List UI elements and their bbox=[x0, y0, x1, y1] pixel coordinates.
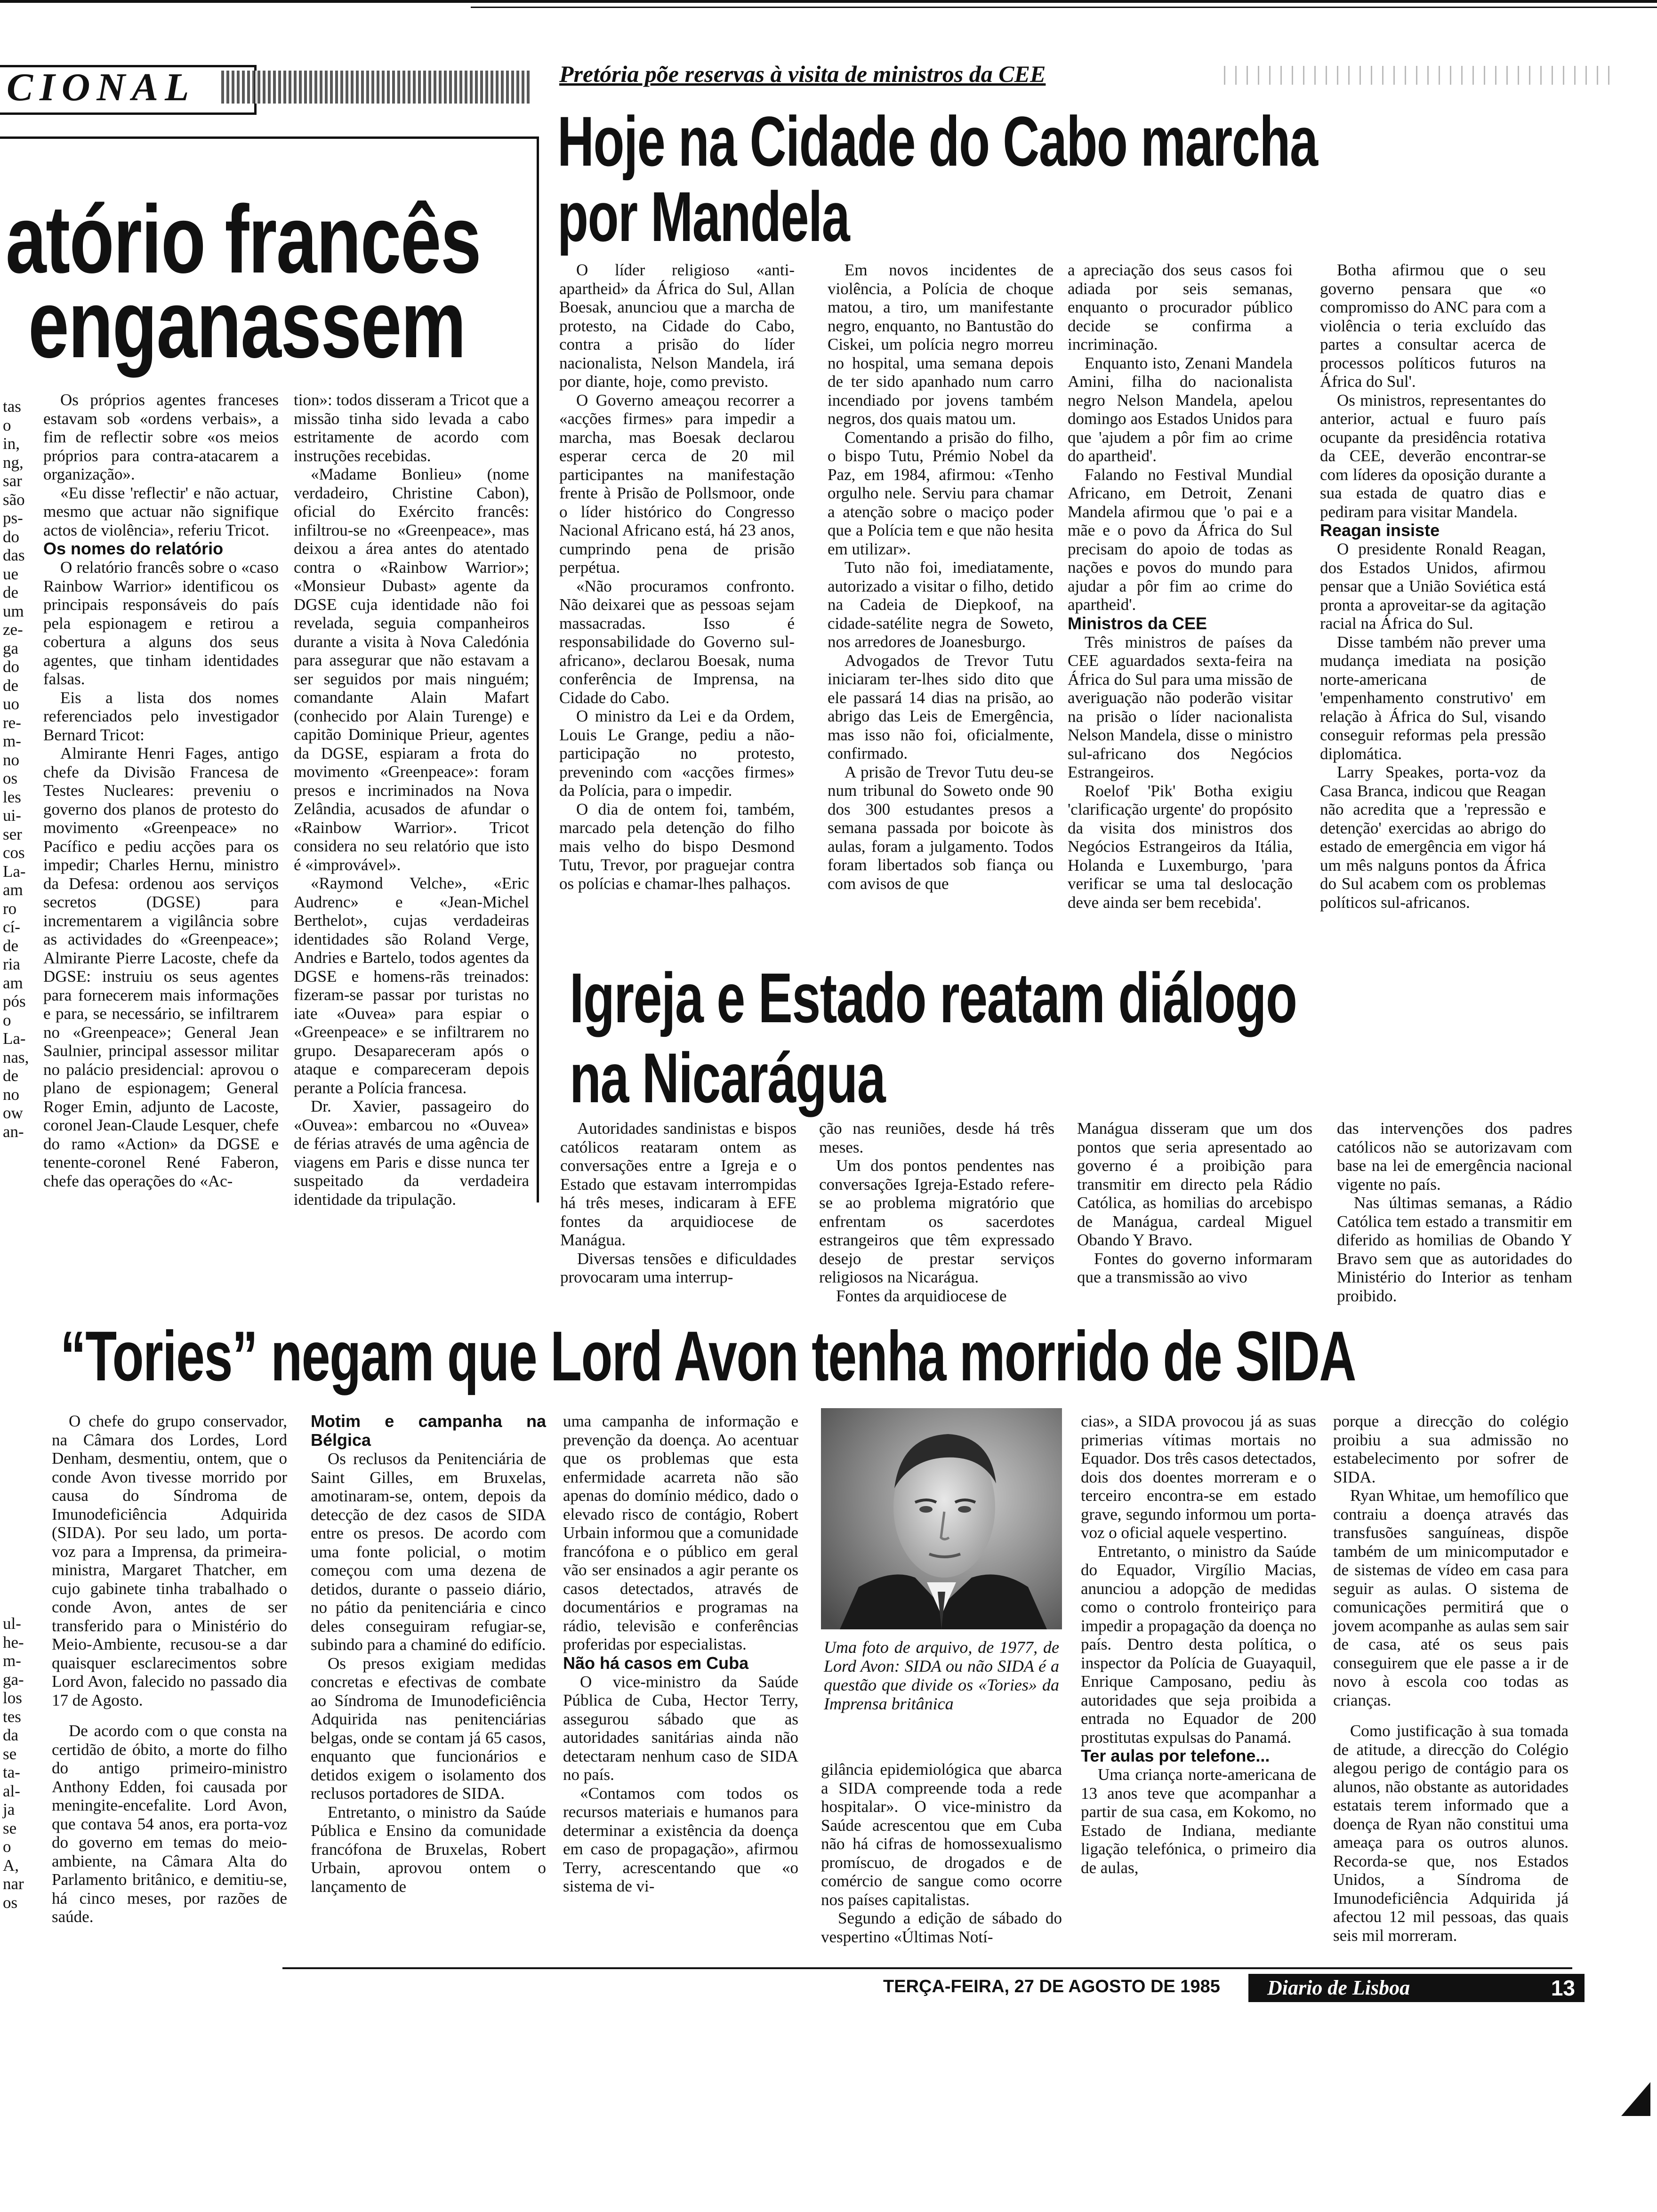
paragraph: A prisão de Trevor Tutu deu-se num tribunal do Soweto onde 90 dos 300 estudantes presos a semana passada por boicote às aulas, foram a julgamento. Todos foram libertados sob fiança ou com avisos de que bbox=[828, 762, 1054, 893]
cropped-text-fragment: nas, bbox=[3, 1048, 29, 1066]
cropped-text-fragment: de bbox=[3, 1066, 19, 1085]
left-article-col1 bbox=[43, 391, 279, 1190]
paragraph: «Raymond Velche», «Eric Audrenc» e «Jean-Michel Berthelot», cujas verdadeiras identidades são Roland Verge, Andries e Bartelo, todos agentes da DGSE e homens-rãs treinados: fizeram-se passar por turistas no iate «Ouvea» para espiar o «Greenpeace» e se infiltrarem no grupo. Desapareceram após o ataque e compareceram depois perante a Polícia francesa. bbox=[294, 874, 529, 1097]
paragraph: O presidente Ronald Reagan, dos Estados Unidos, afirmou pensar que a União Soviética está pronta a aproveitar-se da agitação racial na África do Sul. bbox=[1320, 540, 1546, 633]
cropped-text-fragment: La- bbox=[3, 862, 26, 881]
paragraph: «Não procuramos confronto. Não deixarei que as pessoas sejam massacradas. Isso é responsabilidade do Governo sul-africano», declarou Boesak, numa conferência de Imprensa, na Cidade do Cabo. bbox=[559, 577, 795, 707]
cropped-text-fragment: ow bbox=[3, 1104, 23, 1122]
paragraph: Os reclusos da Penitenciária de Saint Gilles, em Bruxelas, amotinaram-se, ontem, depois da detecção de dez casos de SIDA entre os presos. De acordo com uma fonte policial, o motim começou com uma dezena de detidos, durante o passeio diário, no pátio da penitenciária e cinco deles conseguiram refugiar-se, subindo para a chaminé do edifício. bbox=[311, 1450, 546, 1654]
paragraph: Como justificação à sua tomada de atitude, a direcção do Colégio alegou perigo de contágio para os alunos, não obstante as autoridades estatais terem informado que a doença de Ryan não constitui uma ameaça para os outros alunos. Recorda-se que, nos Estados Unidos, a Síndroma de Imunodeficiência Adquirida já afectou 12 mil pessoas, das quais seis mil morreram. bbox=[1333, 1722, 1569, 1945]
paragraph: O relatório francês sobre o «caso Rainbow Warrior» identificou os principais responsáveis do país pela espionagem e retirou a cobertura a alguns dos seus agentes, que tinham identidades falsas. bbox=[43, 558, 279, 688]
paragraph: Os próprios agentes franceses estavam sob «ordens verbais», a fim de reflectir sobre «os meios próprios para contra-atacarem a organização». bbox=[43, 391, 279, 483]
cropped-text-fragment: os bbox=[3, 769, 18, 787]
paragraph: Larry Speakes, porta-voz da Casa Branca, indicou que Reagan não acredita que a 'repressão e detenção' exercidas ao abrigo do estado de emergência em vigor há um mês nalguns pontos da África do Sul acabem com os problemas políticos sul-africanos. bbox=[1320, 763, 1546, 912]
paragraph: Botha afirmou que o seu governo pensara que «o compromisso do ANC para com a violência o teria excluído das partes a consultar acerca de processos políticos futuros na África do Sul'. bbox=[1320, 261, 1546, 391]
cropped-text-fragment: no bbox=[3, 750, 19, 769]
mandela-headline-line1: Hoje na Cidade do Cabo marcha bbox=[557, 102, 1318, 181]
cropped-text-fragment: cí- bbox=[3, 918, 20, 936]
paragraph: ção nas reuniões, desde há três meses. bbox=[819, 1119, 1054, 1156]
nicaragua-headline-line2: na Nicarágua bbox=[570, 1038, 885, 1117]
cropped-text-fragment: um bbox=[3, 601, 24, 620]
portrait-illustration bbox=[821, 1408, 1062, 1629]
paragraph: porque a direcção do colégio proibiu a sua admissão no estabelecimento por sofrer de SIDA. bbox=[1333, 1412, 1569, 1486]
cropped-text-fragment: se bbox=[3, 1744, 17, 1763]
sida-col5 bbox=[1081, 1412, 1316, 1877]
cropped-text-fragment: ga- bbox=[3, 1670, 24, 1689]
paragraph: Roelof 'Pik' Botha exigiu 'clarificação urgente' do propósito da visita dos ministros dos Negócios Estrangeiros da Itália, Holanda e Luxemburgo, 'para verificar se uma tal deslocação deve ainda ser bem recebida'. bbox=[1068, 781, 1293, 912]
paragraph: Eis a lista dos nomes referenciados pelo investigador Bernard Tricot: bbox=[43, 688, 279, 744]
paragraph: «Madame Bonlieu» (nome verdadeiro, Christine Cabon), oficial do Exército francês: infiltrou-se no «Greenpeace», mas deixou a área antes do atentado contra o «Rainbow Warrior»; «Monsieur Dubast» agente da DGSE cuja identidade não foi revelada, seguia companheiros durante a visita à Nova Caledónia para assegurar que não estavam a ser seguidos por mais ninguém; comandante Alain Mafart (conhecido por Alain Turenge) e capitão Dominique Prieur, agentes da DGSE, espiaram a frota do movimento «Greenpeace»: foram presos e incriminados na Nova Zelândia, acusados de afundar o «Rainbow Warrior». Tricot considera no seu relatório que isto é «improvável». bbox=[294, 465, 529, 874]
paragraph: O dia de ontem foi, também, marcado pela detenção do filho mais velho do bispo Desmond Tutu, Trevor, por praguejar contra os polícias e chamar-lhes palhaços. bbox=[559, 800, 795, 893]
cropped-text-fragment: cos bbox=[3, 843, 25, 862]
left-headline-line2: enganassem bbox=[28, 270, 466, 378]
cropped-text-fragment: les bbox=[3, 787, 21, 806]
cropped-text-fragment: ui- bbox=[3, 806, 21, 825]
nicaragua-col1 bbox=[560, 1119, 796, 1287]
cropped-text-fragment: ja bbox=[3, 1800, 15, 1819]
left-headline-line1: atório francês bbox=[6, 185, 481, 293]
paragraph: Dr. Xavier, passageiro do «Ouvea»: embarcou no «Ouvea» de férias através de uma agência de viagens em Paris e disse nunca ter suspeitado da verdadeira identidade da tripulação. bbox=[294, 1097, 529, 1209]
paragraph: «Eu disse 'reflectir' e não actuar, mesmo que actuar não signifique actos de violência», referiu Tricot. bbox=[43, 483, 279, 539]
paragraph: Falando no Festival Mundial Africano, em Detroit, Zenani Mandela afirmou que 'o pai e a mãe e o povo da África do Sul precisam do apoio de todas as nações e povos do mundo para ajudar a pôr fim ao crime do apartheid'. bbox=[1068, 465, 1293, 614]
footer-date: TERÇA-FEIRA, 27 DE AGOSTO DE 1985 bbox=[883, 1977, 1220, 1996]
subheading: Ter aulas por telefone... bbox=[1081, 1746, 1270, 1765]
paragraph: uma campanha de informação e prevenção da doença. Ao acentuar que os problemas que esta enfermidade acarreta não são apenas do domínio médico, dado o elevado risco de contágio, Robert Urbain informou que a comunidade francófona e o público em geral vão ser ensinados a agir perante os casos detectados, através de documentários e programas na rádio, televisão e conferências proferidas por especialistas. bbox=[563, 1412, 798, 1653]
subheading: Não há casos em Cuba bbox=[563, 1653, 749, 1673]
paragraph: O ministro da Lei e da Ordem, Louis Le Grange, pediu a não-participação no protesto, prevenindo com «acções firmes» da Polícia, para o impedir. bbox=[559, 707, 795, 800]
paragraph: Manágua disseram que um dos pontos que seria apresentado ao governo é a proibição para transmitir em directo pela Rádio Católica, as homilias do arcebispo de Manágua, cardeal Miguel Obando Y Bravo. bbox=[1077, 1119, 1312, 1249]
sida-col2 bbox=[311, 1412, 546, 1896]
paragraph: Fontes da arquidiocese de bbox=[836, 1286, 1007, 1305]
cropped-text-fragment: ue bbox=[3, 564, 19, 583]
mandela-kicker: Pretória põe reservas à visita de ministros da CEE bbox=[559, 61, 1046, 87]
cropped-text-fragment: tes bbox=[3, 1707, 21, 1726]
cropped-text-fragment: do bbox=[3, 527, 19, 546]
cropped-text-fragment: ro bbox=[3, 899, 17, 918]
cropped-text-fragment: o bbox=[3, 1010, 11, 1029]
cropped-text-fragment: m- bbox=[3, 1651, 21, 1670]
subheading: Ministros da CEE bbox=[1068, 613, 1207, 633]
lord-avon-photo bbox=[821, 1408, 1062, 1629]
cropped-text-fragment: no bbox=[3, 1085, 19, 1104]
section-label: CIONAL bbox=[7, 65, 196, 109]
sida-col1 bbox=[52, 1412, 287, 1926]
cropped-text-fragment: nar bbox=[3, 1875, 24, 1893]
cropped-text-fragment: de bbox=[3, 583, 19, 601]
masthead-logo: Diario de Lisboa bbox=[1248, 1974, 1550, 2002]
paragraph: Um dos pontos pendentes nas conversações Igreja-Estado refere-se ao problema migratório que enfrentam os sacerdotes estrangeiros que têm expressado desejo de prestar serviços religiosos na Nicarágua. bbox=[819, 1156, 1054, 1286]
subheading: Motim e campanha na Bélgica bbox=[311, 1411, 546, 1450]
scan-corner-mark bbox=[1619, 2080, 1652, 2118]
photo-caption: Uma foto de arquivo, de 1977, de Lord Avon: SIDA ou não SIDA é a questão que divide os «Tories» da Imprensa britânica bbox=[824, 1638, 1059, 1713]
cropped-text-fragment: A, bbox=[3, 1856, 19, 1875]
mandela-headline-line2: por Mandela bbox=[557, 177, 850, 256]
paragraph: Entretanto, o ministro da Saúde Pública e Ensino da comunidade francófona de Bruxelas, Robert Urbain, aprovou ontem o lançamento de bbox=[311, 1803, 546, 1896]
cropped-text-fragment: pós bbox=[3, 992, 26, 1010]
left-article-col2 bbox=[294, 391, 529, 1209]
paragraph: Entretanto, o ministro da Saúde do Equador, Virgílio Macias, anunciou a adopção de medidas como o controlo fronteiriço para impedir a propagação da doença no país. Dentro desta política, o inspector da Polícia de Guayaquil, Enrique Camposano, pediu às autoridades que seja proibida a entrada no Equador de 200 prostitutas expulsas do Panamá. bbox=[1081, 1542, 1316, 1747]
paragraph: O Governo ameaçou recorrer a «acções firmes» para impedir a marcha, mas Boesak declarou esperar cerca de 20 mil participantes na manifestação frente à Prisão de Pollsmoor, onde o líder histórico do Congresso Nacional Africano está, há 23 anos, cumprindo pena de prisão perpétua. bbox=[559, 391, 795, 577]
cropped-text-fragment: an- bbox=[3, 1122, 24, 1141]
cropped-text-fragment: os bbox=[3, 1893, 18, 1912]
paragraph: De acordo com o que consta na certidão de óbito, a morte do filho do antigo primeiro-ministro Anthony Edden, foi causada por meningite-encefalite. Lord Avon, que contava 54 anos, era porta-voz do governo em temas do meio-ambiente, na Câmara Alta do Parlamento britânico, e demitiu-se, há cinco meses, por razões de saúde. bbox=[52, 1722, 287, 1926]
mandela-col4 bbox=[1320, 261, 1546, 912]
sida-headline: “Tories” negam que Lord Avon tenha morrido de SIDA bbox=[60, 1316, 1356, 1395]
cropped-text-fragment: ng, bbox=[3, 453, 24, 472]
cropped-text-fragment: ser bbox=[3, 825, 22, 843]
cropped-text-fragment: ta- bbox=[3, 1763, 20, 1781]
sida-edge-fragments bbox=[3, 1614, 36, 1912]
cropped-text-fragment: los bbox=[3, 1689, 22, 1707]
cropped-text-fragment: in, bbox=[3, 434, 20, 453]
paragraph: a apreciação dos seus casos foi adiada por seis semanas, enquanto o procurador público decide se confirma a incriminação. bbox=[1068, 261, 1293, 353]
cropped-text-fragment: o bbox=[3, 1837, 11, 1856]
top-border-line bbox=[0, 0, 1657, 3]
paragraph: «Contamos com todos os recursos materiais e humanos para determinar a existência da doença em caso de propagação», afirmou Terry, acrescentando que «o sistema de vi- bbox=[563, 1784, 798, 1895]
left-edge-fragments bbox=[3, 397, 36, 1141]
cropped-text-fragment: de bbox=[3, 936, 19, 955]
cropped-text-fragment: de bbox=[3, 676, 19, 695]
cropped-text-fragment: La- bbox=[3, 1029, 26, 1048]
cropped-text-fragment: uo bbox=[3, 695, 19, 713]
paragraph: O líder religioso «anti-apartheid» da África do Sul, Allan Boesak, anunciou que a marcha de protesto, na Cidade do Cabo, contra a prisão do líder nacionalista, Nelson Mandela, irá por diante, hoje, como previsto. bbox=[559, 261, 795, 391]
subheading: Os nomes do relatório bbox=[43, 539, 224, 558]
footer-rule bbox=[282, 1967, 1572, 1969]
paragraph: Comentando a prisão do filho, o bispo Tutu, Prémio Nobel da Paz, em 1984, afirmou: «Tenho orgulho nele. Serviu para chamar a atenção sobre o maciço poder que a Polícia tem e que não hesita em utilizar». bbox=[828, 428, 1054, 558]
paragraph: Enquanto isto, Zenani Mandela Amini, filha do nacionalista negro Nelson Mandela, apelou domingo aos Estados Unidos para que 'ajudem a pôr fim ao crime do apartheid'. bbox=[1068, 353, 1293, 465]
cropped-text-fragment: he- bbox=[3, 1633, 24, 1651]
paragraph: tion»: todos disseram a Tricot que a missão tinha sido levada a cabo estritamente de acordo com instruções recebidas. bbox=[294, 391, 529, 465]
mandela-col3 bbox=[1068, 261, 1293, 912]
section-label-texture bbox=[221, 71, 532, 104]
paragraph: das intervenções dos padres católicos não se autorizavam com base na lei de emergência nacional vigente no país. bbox=[1337, 1119, 1572, 1194]
paragraph: Autoridades sandinistas e bispos católicos reataram ontem as conversações entre a Igreja e o Estado que estavam interrompidas há três meses, indicaram à EFE fontes da arquidiocese de Manágua. bbox=[560, 1119, 796, 1249]
cropped-text-fragment: ps- bbox=[3, 509, 23, 527]
cropped-text-fragment: o bbox=[3, 416, 11, 434]
paragraph: O chefe do grupo conservador, na Câmara dos Lordes, Lord Denham, desmentiu, ontem, que o conde Avon tivesse morrido por causa do Síndroma de Imunodeficiência Adquirida (SIDA). Por seu lado, um porta-voz para a Imprensa, da primeira-ministra, Margaret Thatcher, em cujo gabinete tinha trabalhado o conde Avon, antes de ser transferido para o Ministério do Meio-Ambiente, recusou-se a dar quaisquer esclarecimentos sobre Lord Avon, falecido no passado dia 17 de Agosto. bbox=[52, 1412, 287, 1709]
sida-col3 bbox=[563, 1412, 798, 1896]
nicaragua-headline-line1: Igreja e Estado reatam diálogo bbox=[570, 958, 1297, 1037]
paragraph: gilância epidemiológica que abarca a SIDA compreende toda a rede hospitalar». O vice-ministro da Saúde acrescentou que em Cuba não há cifras de homossexualismo promíscuo, de drogados e de comércio de sangue como ocorre nos países capitalistas. bbox=[821, 1760, 1062, 1909]
mandela-col2 bbox=[828, 261, 1054, 893]
cropped-text-fragment: ria bbox=[3, 955, 20, 973]
nicaragua-col4 bbox=[1337, 1119, 1572, 1305]
paragraph: Ryan Whitae, um hemofílico que contraiu a doença através das transfusões sanguíneas, dispõe também de um minicomputador e de sistemas de vídeo em casa para seguir as aulas. O sistema de comunicações permitirá que o jovem acompanhe as aulas sem sair de casa, até os seus pais conseguirem que ele passe a ir de novo à escola coo todas as crianças. bbox=[1333, 1486, 1569, 1709]
cropped-text-fragment: ga bbox=[3, 639, 19, 657]
paragraph: Segundo a edição de sábado do vespertino «Últimas Notí- bbox=[821, 1909, 1062, 1946]
cropped-text-fragment: são bbox=[3, 490, 25, 509]
subheading: Reagan insiste bbox=[1320, 521, 1440, 540]
top-border-line-thin bbox=[471, 7, 1657, 8]
cropped-text-fragment: re- bbox=[3, 713, 21, 732]
paragraph: cias», a SIDA provocou já as suas primerias vítimas mortais no Equador. Dos três casos detectados, dois dos doentes morreram e o terceiro encontra-se em estado grave, segundo informou um porta-voz o oficial aquele vespertino. bbox=[1081, 1412, 1316, 1542]
paragraph: Fontes do governo informaram que a transmissão ao vivo bbox=[1077, 1249, 1312, 1286]
paragraph: Nas últimas semanas, a Rádio Católica tem estado a transmitir em diferido as homilias de Obando Y Bravo sem que as autoridades do Ministério do Interior as tenham proibido. bbox=[1337, 1194, 1572, 1305]
cropped-text-fragment: m- bbox=[3, 732, 21, 750]
sida-col4 bbox=[821, 1760, 1062, 1946]
cropped-text-fragment: am bbox=[3, 973, 23, 992]
cropped-text-fragment: ze- bbox=[3, 620, 23, 639]
paragraph: Os ministros, representantes do anterior, actual e fuuro país ocupante da presidência rotativa da CEE, deverão encontrar-se com líderes da oposição durante a sua estada de quatro dias e pediram para visitar Mandela. bbox=[1320, 391, 1546, 521]
paragraph: Três ministros de países da CEE aguardados sexta-feira na África do Sul para uma missão de averiguação não poderão visitar na prisão o líder nacionalista Nelson Mandela, disse o ministro sul-africano dos Negócios Estrangeiros. bbox=[1068, 633, 1293, 781]
cropped-text-fragment: se bbox=[3, 1819, 17, 1837]
paragraph: Tuto não foi, imediatamente, autorizado a visitar o filho, detido na Cadeia de Diepkoof, na cidade-satélite negra de Soweto, nos arredores de Joanesburgo. bbox=[828, 558, 1054, 651]
cropped-text-fragment: tas bbox=[3, 397, 21, 416]
paragraph: Em novos incidentes de violência, a Polícia de choque matou, a tiro, um manifestante negro, enquanto, no Bantustão do Ciskei, um polícia negro morreu no hospital, uma semana depois de ter sido apanhado num carro incendiado por jovens também negros, dos quais matou um. bbox=[828, 261, 1054, 428]
nicaragua-col3 bbox=[1077, 1119, 1312, 1287]
kicker-texture bbox=[1224, 66, 1619, 85]
cropped-text-fragment: ul- bbox=[3, 1614, 21, 1633]
mandela-col1 bbox=[559, 261, 795, 893]
paragraph: Uma criança norte-americana de 13 anos teve que acompanhar a partir de sua casa, em Kokomo, no Estado de Indiana, mediante ligação telefónica, o primeiro dia de aulas, bbox=[1081, 1765, 1316, 1877]
page-number: 13 bbox=[1519, 1974, 1585, 2002]
sida-col6 bbox=[1333, 1412, 1569, 1945]
paragraph: Diversas tensões e dificuldades provocaram uma interrup- bbox=[560, 1249, 796, 1286]
cropped-text-fragment: da bbox=[3, 1726, 19, 1744]
paragraph: Os presos exigiam medidas concretas e efectivas de combate ao Síndroma de Imunodeficiência Adquirida nas penitenciárias belgas, onde se contam já 65 casos, enquanto que funcionários e detidos exigem o isolamento dos reclusos portadores de SIDA. bbox=[311, 1654, 546, 1803]
paragraph: O vice-ministro da Saúde Pública de Cuba, Hector Terry, assegurou sábado que as autoridades sanitárias ainda não detectaram nenhum caso de SIDA no país. bbox=[563, 1672, 798, 1784]
cropped-text-fragment: sar bbox=[3, 472, 22, 490]
paragraph: Advogados de Trevor Tutu iniciaram ter-lhes sido dito que ele passará 14 dias na prisão, ao abrigo das Leis de Emergência, mas isso não foi, oficialmente, confirmado. bbox=[828, 651, 1054, 762]
nicaragua-col2 bbox=[819, 1119, 1054, 1305]
cropped-text-fragment: al- bbox=[3, 1781, 20, 1800]
paragraph: Disse também não prever uma mudança imediata na posição norte-americana de 'empenhamento construtivo' em relação à África do Sul, visando conseguir reformas pela pressão diplomática. bbox=[1320, 633, 1546, 763]
cropped-text-fragment: do bbox=[3, 657, 19, 676]
paragraph: Almirante Henri Fages, antigo chefe da Divisão Francesa de Testes Nucleares: preveniu o governo dos planos de protesto do movimento «Greenpeace» no Pacífico e pediu acções para os impedir; Charles Hernu, ministro da Defesa: ordenou aos serviços secretos (DGSE) para incrementarem a vigilância sobre as actividades do «Greenpeace»; Almirante Pierre Lacoste, chefe da DGSE: instruiu os seus agentes para fornecerem mais informações e para, se necessário, se infiltrarem no «Greenpeace»; General Jean Saulnier, principal assessor militar no palácio presidencial: aprovou o plano de espionagem; General Roger Emin, adjunto de Lacoste, coronel Jean-Claude Lesquer, chefe do ramo «Action» da DGSE e tenente-coronel René Faberon, chefe das operações do «Ac- bbox=[43, 744, 279, 1190]
cropped-text-fragment: am bbox=[3, 881, 23, 899]
cropped-text-fragment: das bbox=[3, 546, 25, 564]
